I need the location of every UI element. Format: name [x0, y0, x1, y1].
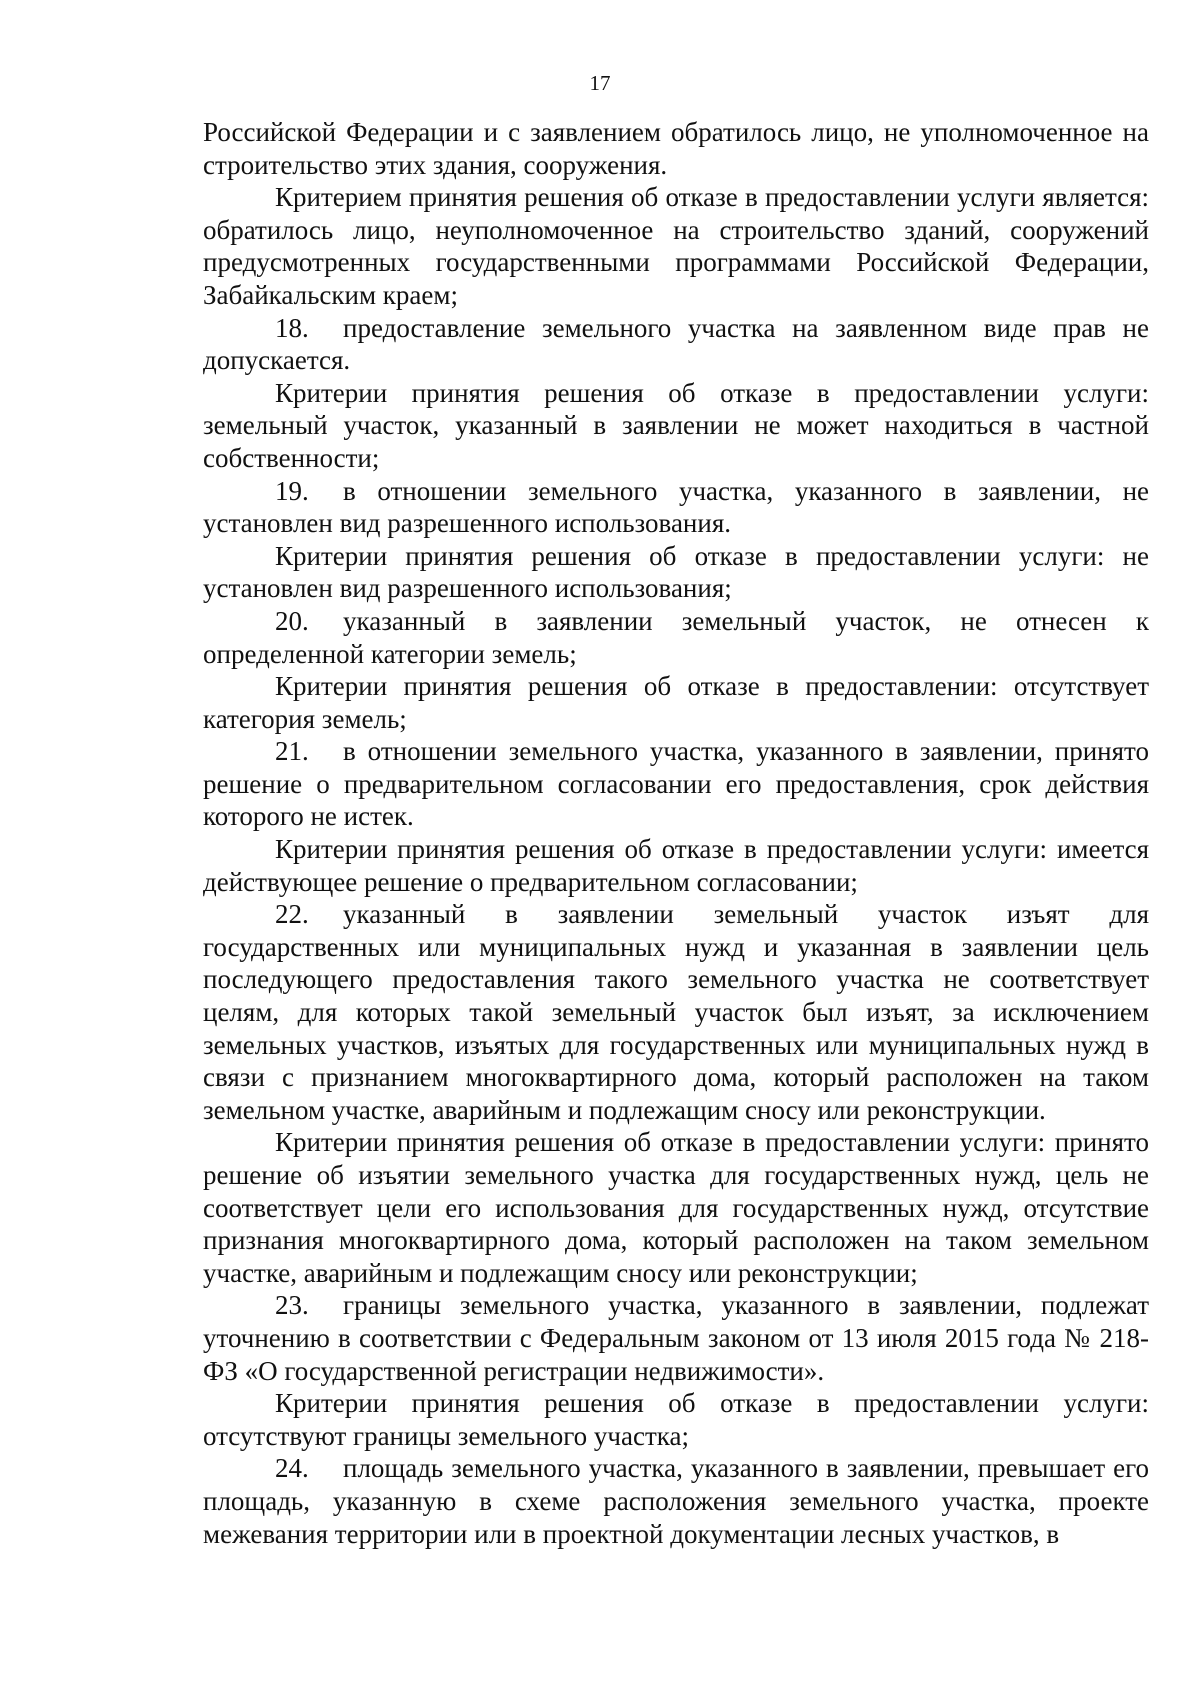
paragraph-text: Критерии принятия решения об отказе в предоставлении услуги: отсутствуют границы земельного участка; — [203, 1388, 1149, 1451]
criterion-paragraph — [203, 1387, 1149, 1452]
criterion-paragraph — [203, 540, 1149, 605]
criterion-paragraph — [203, 181, 1149, 311]
body-text — [203, 116, 1149, 1550]
numbered-item-24 — [203, 1452, 1149, 1550]
item-number: 19. — [275, 475, 309, 506]
numbered-item-19 — [203, 475, 1149, 540]
paragraph-text: Критерии принятия решения об отказе в предоставлении услуги: земельный участок, указанный в заявлении не может находиться в частной собственности; — [203, 377, 1149, 473]
paragraph-text: предоставление земельного участка на заявленном виде прав не допускается. — [203, 312, 1149, 376]
paragraph-text: границы земельного участка, указанного в заявлении, подлежат уточнению в соответствии с Федеральным законом от 13 июля 2015 года № 218-ФЗ «О государственной регистрации недвижимости». — [203, 1290, 1149, 1386]
item-number: 22. — [275, 899, 309, 930]
paragraph-text: указанный в заявлении земельный участок, не отнесен к определенной категории земель; — [203, 605, 1149, 669]
numbered-item-18 — [203, 312, 1149, 377]
page-number: 17 — [589, 71, 611, 95]
criterion-paragraph — [203, 1126, 1149, 1289]
paragraph-text: указанный в заявлении земельный участок изъят для государственных или муниципальных нужд и указанная в заявлении цель последующего предоставления такого земельного участка не соответствует целям, для которых такой земельный участок был изъят, за исключением земельных участков, изъятых для государственных или муниципальных нужд в связи с признанием многоквартирного дома, который расположен на таком земельном участке, аварийным и подлежащим сносу или реконструкции. — [203, 899, 1149, 1125]
paragraph-text: Критерии принятия решения об отказе в предоставлении услуги: имеется действующее решение о предварительном согласовании; — [203, 834, 1149, 897]
numbered-item-20 — [203, 605, 1149, 670]
paragraph-continuation — [203, 116, 1149, 181]
item-number: 21. — [275, 736, 309, 767]
item-number: 18. — [275, 312, 309, 343]
paragraph-text: площадь земельного участка, указанного в заявлении, превышает его площадь, указанную в схеме расположения земельного участка, проекте межевания территории или в проектной документации лесных участков, в — [203, 1453, 1149, 1549]
criterion-paragraph — [203, 670, 1149, 735]
numbered-item-22 — [203, 898, 1149, 1126]
item-number: 23. — [275, 1290, 309, 1321]
paragraph-text: Критерием принятия решения об отказе в предоставлении услуги является: обратилось лицо, неуполномоченное на строительство зданий, сооружений предусмотренных государственными программами Российской Федерации, Забайкальским краем; — [203, 182, 1149, 310]
numbered-item-21 — [203, 735, 1149, 833]
criterion-paragraph — [203, 377, 1149, 475]
numbered-item-23 — [203, 1289, 1149, 1387]
paragraph-text: в отношении земельного участка, указанного в заявлении, не установлен вид разрешенного использования. — [203, 475, 1149, 539]
paragraph-text: Критерии принятия решения об отказе в предоставлении услуги: не установлен вид разрешенного использования; — [203, 540, 1149, 604]
paragraph-text: Критерии принятия решения об отказе в предоставлении услуги: принято решение об изъятии земельного участка для государственных нужд, цель не соответствует цели его использования для государственных нужд, отсутствие признания многоквартирного дома, который расположен на таком земельном участке, аварийным и подлежащим сносу или реконструкции; — [203, 1127, 1149, 1288]
paragraph-text: в отношении земельного участка, указанного в заявлении, принято решение о предварительном согласовании его предоставления, срок действия которого не истек. — [203, 736, 1149, 832]
item-number: 24. — [275, 1453, 309, 1484]
paragraph-text: Российской Федерации и с заявлением обратилось лицо, не уполномоченное на строительство этих здания, сооружения. — [203, 117, 1149, 180]
item-number: 20. — [275, 605, 309, 636]
criterion-paragraph — [203, 833, 1149, 898]
paragraph-text: Критерии принятия решения об отказе в предоставлении: отсутствует категория земель; — [203, 671, 1149, 734]
